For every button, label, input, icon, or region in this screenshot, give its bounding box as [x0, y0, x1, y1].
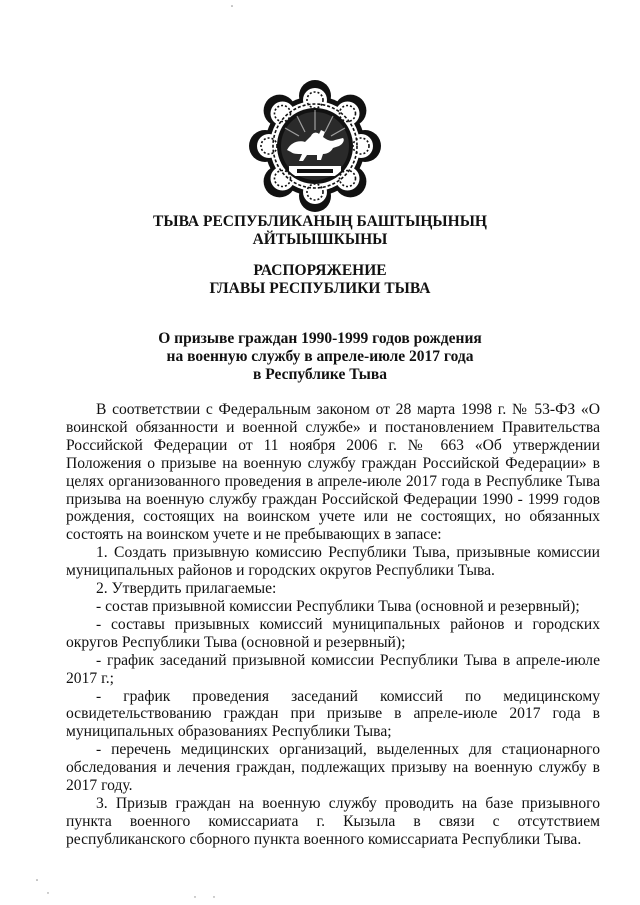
subject-line-3: в Республике Тыва — [252, 366, 387, 383]
clause-2-item-5: - перечень медицинских организаций, выделенных для стационарного обследования и лечения граждан, подлежащих призыву на военную службу в 2017 году. — [66, 741, 600, 795]
document-subject — [60, 330, 580, 384]
clause-2-item-2: - составы призывных комиссий муниципальных районов и городских округов Республики Тыва (основной и резервный); — [66, 615, 600, 651]
clause-3: 3. Призыв граждан на военную службу проводить на базе призывного пункта военного комиссариата г. Кызыла в связи с отсутствием республиканского сборного пункта военного комиссариата Республики Тыва. — [66, 794, 600, 848]
subject-line-2: на военную службу в апреле-июле 2017 года — [166, 348, 474, 365]
preamble-paragraph: В соответствии с Федеральным законом от 28 марта 1998 г. № 53-ФЗ «О воинской обязанности и военной службе» и постановлением Правительства Российской Федерации от 11 ноября 2006 г. № 663 «Об утверждении Положения о призыве на военную службу граждан Российской Федерации» в целях организованного проведения в апреле-июле 2017 года в Республике Тыва призыва на военную службу граждан Российской Федерации 1990 - 1999 годов рождения, состоящих на воинском учете или не состоящих, но обязанных состоять на воинском учете и не пребывающих в запасе: — [66, 401, 600, 544]
document-title-tyvan — [60, 213, 580, 249]
clause-2-item-1: - состав призывной комиссии Республики Тыва (основной и резервный); — [96, 597, 580, 615]
document-title-russian — [60, 262, 580, 298]
clause-2-item-4: - график проведения заседаний комиссий по медицинскому освидетельствованию граждан при призыве в апреле-июле 2017 года в муниципальных образованиях Республики Тыва; — [66, 687, 600, 741]
title-tyvan-line-1: ТЫВА РЕСПУБЛИКАНЫҢ БАШТЫҢЫНЫҢ — [153, 213, 487, 230]
subject-line-1: О призыве граждан 1990-1999 годов рождения — [158, 330, 482, 347]
tuva-emblem-icon — [247, 80, 383, 212]
title-russian-line-2: ГЛАВЫ РЕСПУБЛИКИ ТЫВА — [209, 280, 431, 297]
document-body — [66, 401, 600, 849]
clause-2-item-3: - график заседаний призывной комиссии Республики Тыва в апреле-июле 2017 г.; — [66, 651, 600, 687]
title-russian-line-1: РАСПОРЯЖЕНИЕ — [253, 262, 387, 279]
clause-2: 2. Утвердить прилагаемые: — [96, 580, 277, 598]
clause-1: 1. Создать призывную комиссию Республики Тыва, призывные комиссии муниципальных районов и городских округов Республики Тыва. — [66, 544, 600, 580]
title-tyvan-line-2: АЙТЫЫШКЫНЫ — [252, 231, 388, 248]
